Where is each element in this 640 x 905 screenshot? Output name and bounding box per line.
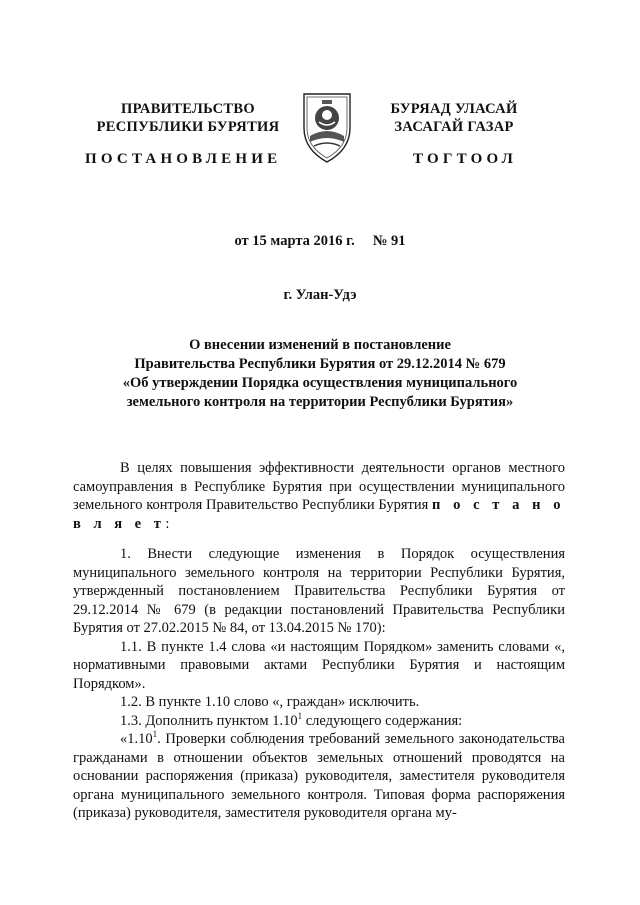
body-section: [73, 545, 565, 823]
date-number: от 15 марта 2016 г. № 91: [234, 233, 406, 249]
quote-sup: 1: [152, 729, 158, 740]
p1-3-end: следующего содержания:: [302, 712, 463, 729]
paragraph-1-1: 1.1. В пункте 1.4 слова «и настоящим Порядком» заменить словами «, нормативными правовыми актами Республики Бурятия и настоящим Порядком».: [73, 638, 565, 692]
paragraph-1-2: 1.2. В пункте 1.10 слово «, граждан» исключить.: [120, 694, 420, 710]
header-right: [364, 100, 544, 136]
preamble-paragraph: [73, 459, 565, 533]
title-line1: О внесении изменений в постановление: [189, 337, 451, 353]
paragraph-1-3: [73, 712, 565, 731]
city: г. Улан-Удэ: [283, 287, 357, 303]
preamble-end: :: [165, 515, 170, 532]
header-left-line1: ПРАВИТЕЛЬСТВО: [121, 101, 255, 117]
doc-type-right: ТОГТООЛ: [413, 151, 517, 167]
quote-paragraph: [73, 730, 565, 823]
doc-type-left: ПОСТАНОВЛЕНИЕ: [85, 151, 282, 167]
title-line2: Правительства Республики Бурятия от 29.12.2014 № 679: [134, 356, 506, 372]
document-title: [0, 336, 640, 412]
quote-text: . Проверки соблюдения требований земельного законодательства гражданами в отношении объектов земельных отношений проводятся на основании распоряжения (приказа) руководителя, заместителя руководителя органа муниципального земельного контроля. Типовая форма распоряжения (приказа) руководителя, заместителя руководителя органа му-: [73, 731, 565, 821]
header-right-line1: БУРЯАД УЛАСАЙ: [390, 101, 518, 117]
title-line4: земельного контроля на территории Республики Бурятия»: [126, 394, 514, 410]
header-left-line2: РЕСПУБЛИКИ БУРЯТИЯ: [96, 119, 280, 135]
title-line3: «Об утверждении Порядка осуществления муниципального: [122, 375, 518, 391]
preamble-spaced: п о с т а н о в л я е т: [73, 497, 565, 532]
p1-3-sup: 1: [297, 710, 303, 721]
coat-of-arms-icon: [300, 88, 354, 164]
header-left: [88, 100, 288, 136]
p1-3-start: 1.3. Дополнить пунктом 1.10: [120, 712, 298, 729]
quote-start: «1.10: [120, 731, 153, 747]
header-right-line2: ЗАСАГАЙ ГАЗАР: [394, 119, 514, 135]
paragraph-1: 1. Внести следующие изменения в Порядок осуществления муниципального земельного контроля на территории Республики Бурятия, утвержденный постановлением Правительства Республики Бурятия от 29.12.2014 № 679 (в редакции постановлений Правительства Республики Бурятия от 27.02.2015 № 84, от 13.04.2015 № 170):: [73, 546, 565, 636]
preamble-text: В целях повышения эффективности деятельности органов местного самоуправления в Республике Бурятия при осуществлении муниципального земельного контроля Правительство Республики Бурятия: [73, 460, 565, 513]
